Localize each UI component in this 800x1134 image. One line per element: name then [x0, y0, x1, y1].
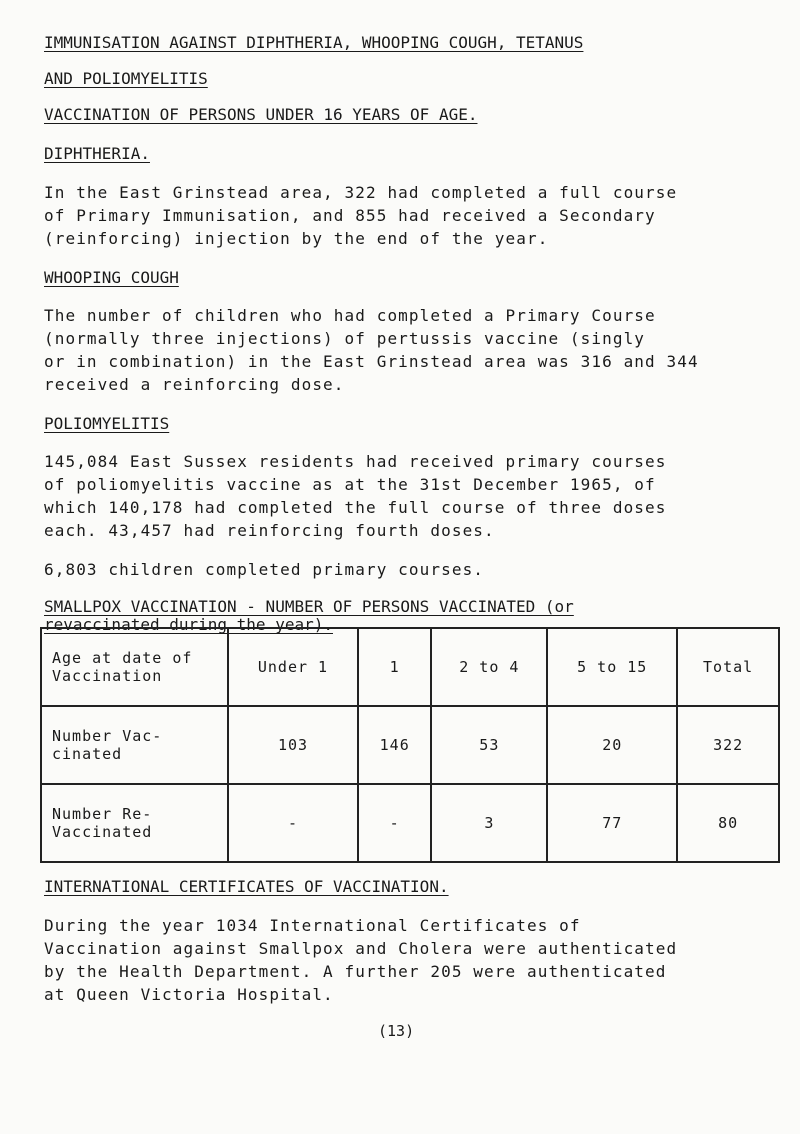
table-header-cell: 1 [358, 628, 431, 706]
international-line-3: by the Health Department. A further 205 were authenticated [44, 962, 667, 981]
table-header-cell: 5 to 15 [547, 628, 677, 706]
poliomyelitis-line-4: each. 43,457 had reinforcing fourth doses. [44, 521, 495, 540]
whooping-cough-line-1: The number of children who had completed a Primary Course [44, 306, 656, 325]
table-header-row [41, 628, 779, 706]
table-row-label: Number Vac- cinated [41, 706, 228, 784]
international-line-4: at Queen Victoria Hospital. [44, 985, 334, 1004]
whooping-cough-line-4: received a reinforcing dose. [44, 375, 345, 394]
table-cell: - [228, 784, 358, 862]
section-heading-whooping-cough: WHOOPING COUGH [44, 268, 179, 287]
poliomyelitis-line-3: which 140,178 had completed the full course of three doses [44, 498, 667, 517]
table-row-label: Number Re- Vaccinated [41, 784, 228, 862]
table-cell: 322 [677, 706, 779, 784]
table-cell: - [358, 784, 431, 862]
table-header-cell: Under 1 [228, 628, 358, 706]
diphtheria-line-3: (reinforcing) injection by the end of the year. [44, 229, 549, 248]
diphtheria-line-1: In the East Grinstead area, 322 had completed a full course [44, 183, 678, 202]
table-header-cell: 2 to 4 [431, 628, 547, 706]
poliomyelitis-line-1: 145,084 East Sussex residents had received primary courses [44, 452, 667, 471]
diphtheria-line-2: of Primary Immunisation, and 855 had received a Secondary [44, 206, 656, 225]
table-cell: 103 [228, 706, 358, 784]
table-row [41, 784, 779, 862]
section-heading-vaccination-under-16: VACCINATION OF PERSONS UNDER 16 YEARS OF AGE. [44, 105, 478, 124]
table-cell: 77 [547, 784, 677, 862]
table-cell: 20 [547, 706, 677, 784]
section-heading-international: INTERNATIONAL CERTIFICATES OF VACCINATION. [44, 877, 449, 896]
international-line-1: During the year 1034 International Certificates of [44, 916, 581, 935]
table-cell: 146 [358, 706, 431, 784]
table-header-cell: Total [677, 628, 779, 706]
smallpox-vaccination-table [40, 627, 780, 863]
table-header-label: Age at date of Vaccination [41, 628, 228, 706]
section-heading-poliomyelitis: POLIOMYELITIS [44, 414, 170, 433]
table-row [41, 706, 779, 784]
table-cell: 80 [677, 784, 779, 862]
table-cell: 53 [431, 706, 547, 784]
section-heading-smallpox-line2: revaccinated during the year). [44, 615, 333, 634]
whooping-cough-line-2: (normally three injections) of pertussis vaccine (singly [44, 329, 646, 348]
poliomyelitis-children-line: 6,803 children completed primary courses. [44, 560, 485, 579]
section-heading-smallpox-line1: SMALLPOX VACCINATION - NUMBER OF PERSONS VACCINATED (or [44, 597, 574, 616]
page-number: (13) [378, 1022, 415, 1040]
section-heading-diphtheria: DIPHTHERIA. [44, 144, 150, 163]
document-title-line2: AND POLIOMYELITIS [44, 69, 208, 88]
document-title-line1: IMMUNISATION AGAINST DIPHTHERIA, WHOOPING COUGH, TETANUS [44, 33, 584, 52]
whooping-cough-line-3: or in combination) in the East Grinstead area was 316 and 344 [44, 352, 699, 371]
international-line-2: Vaccination against Smallpox and Cholera were authenticated [44, 939, 678, 958]
table-cell: 3 [431, 784, 547, 862]
poliomyelitis-line-2: of poliomyelitis vaccine as at the 31st December 1965, of [44, 475, 656, 494]
